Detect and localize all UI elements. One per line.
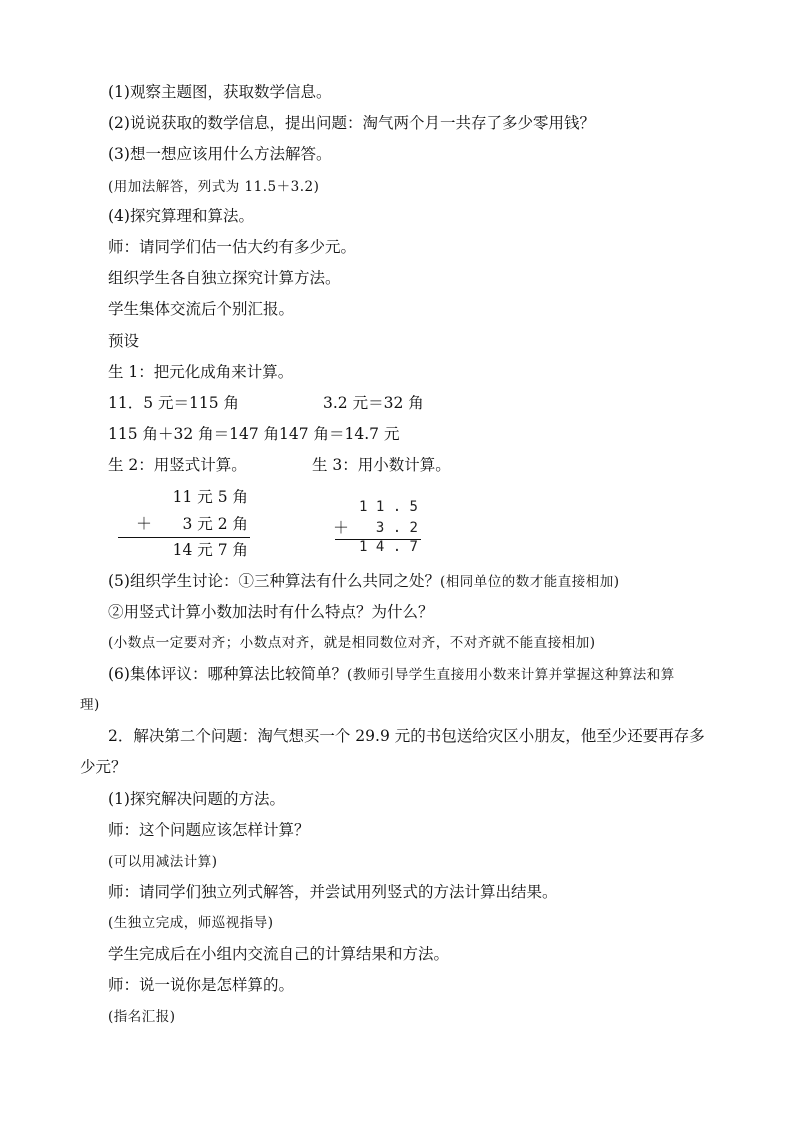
student-3: 生 3：用小数计算。 xyxy=(312,456,451,474)
discuss-answer: (相同单位的数才能直接相加) xyxy=(439,574,620,590)
jiao-to-yuan: 147 角＝14.7 元 xyxy=(279,425,400,443)
step-5-discuss xyxy=(108,571,620,592)
step-2-question: (2)说说获取的数学信息，提出问题：淘气两个月一共存了多少零用钱？ xyxy=(108,114,595,132)
vertical-features-question: ②用竖式计算小数加法时有什么特点？为什么？ xyxy=(108,603,434,621)
note-decimal-point: (小数点一定要对齐；小数点对齐，就是相同数位对齐，不对齐就不能直接相加) xyxy=(108,635,596,651)
step-1-observe: (1)观察主题图，获取数学信息。 xyxy=(108,83,332,101)
student-1: 生 1：把元化成角来计算。 xyxy=(108,363,294,381)
decimal-result: 1 4 . 7 xyxy=(358,539,418,555)
note-addition: (用加法解答，列式为 11.5＋3.2) xyxy=(108,179,320,195)
evaluate-note-cont: 理) xyxy=(80,697,100,713)
step-1-explore: (1)探究解决问题的方法。 xyxy=(108,790,285,808)
problem-2-cont: 少元？ xyxy=(80,758,127,776)
students-report: 学生集体交流后个别汇报。 xyxy=(108,300,295,318)
yuan-row-2: 3 元 2 角 xyxy=(182,515,248,533)
preset-heading: 预设 xyxy=(108,332,140,350)
yuan-result: 14 元 7 角 xyxy=(172,541,248,559)
teacher-independent: 师：请同学们独立列式解答，并尝试用列竖式的方法计算出结果。 xyxy=(108,883,558,901)
step-6-evaluate xyxy=(108,664,675,685)
step-3-method: (3)想一想应该用什么方法解答。 xyxy=(108,145,332,163)
note-guidance: (生独立完成，师巡视指导) xyxy=(108,915,274,931)
plus-sign: ＋ xyxy=(136,514,153,533)
note-report: (指名汇报) xyxy=(108,1009,176,1025)
evaluate-question: (6)集体评议：哪种算法比较简单？ xyxy=(108,665,347,683)
evaluate-note: (教师引导学生直接用小数来计算并掌握这种算法和算 xyxy=(346,667,675,683)
jiao-sum: 115 角＋32 角＝147 角 xyxy=(108,425,280,443)
conversion-yuan-2: 3.2 元＝32 角 xyxy=(323,394,424,412)
step-4-explore: (4)探究算理和算法。 xyxy=(108,207,254,225)
plus-sign: ＋ xyxy=(333,518,350,537)
student-2: 生 2：用竖式计算。 xyxy=(108,456,247,474)
yuan-row-1: 11 元 5 角 xyxy=(172,488,248,506)
decimal-row-1: 1 1 . 5 xyxy=(358,499,418,515)
teacher-estimate: 师：请同学们估一估大约有多少元。 xyxy=(108,238,357,256)
note-subtraction: (可以用减法计算) xyxy=(108,854,218,870)
sum-line xyxy=(118,537,250,538)
group-exchange: 学生完成后在小组内交流自己的计算结果和方法。 xyxy=(108,945,450,963)
organize-explore: 组织学生各自独立探究计算方法。 xyxy=(108,269,341,287)
decimal-row-2: 3 . 2 xyxy=(375,520,418,536)
problem-2: 2．解决第二个问题：淘气想买一个 29.9 元的书包送给灾区小朋友，他至少还要再存多 xyxy=(108,727,705,745)
teacher-how-calc: 师：这个问题应该怎样计算？ xyxy=(108,821,310,839)
discuss-question: (5)组织学生讨论：①三种算法有什么共同之处？ xyxy=(108,572,440,590)
conversion-yuan-1: 11．5 元＝115 角 xyxy=(108,394,240,412)
teacher-explain: 师：说一说你是怎样算的。 xyxy=(108,976,295,994)
